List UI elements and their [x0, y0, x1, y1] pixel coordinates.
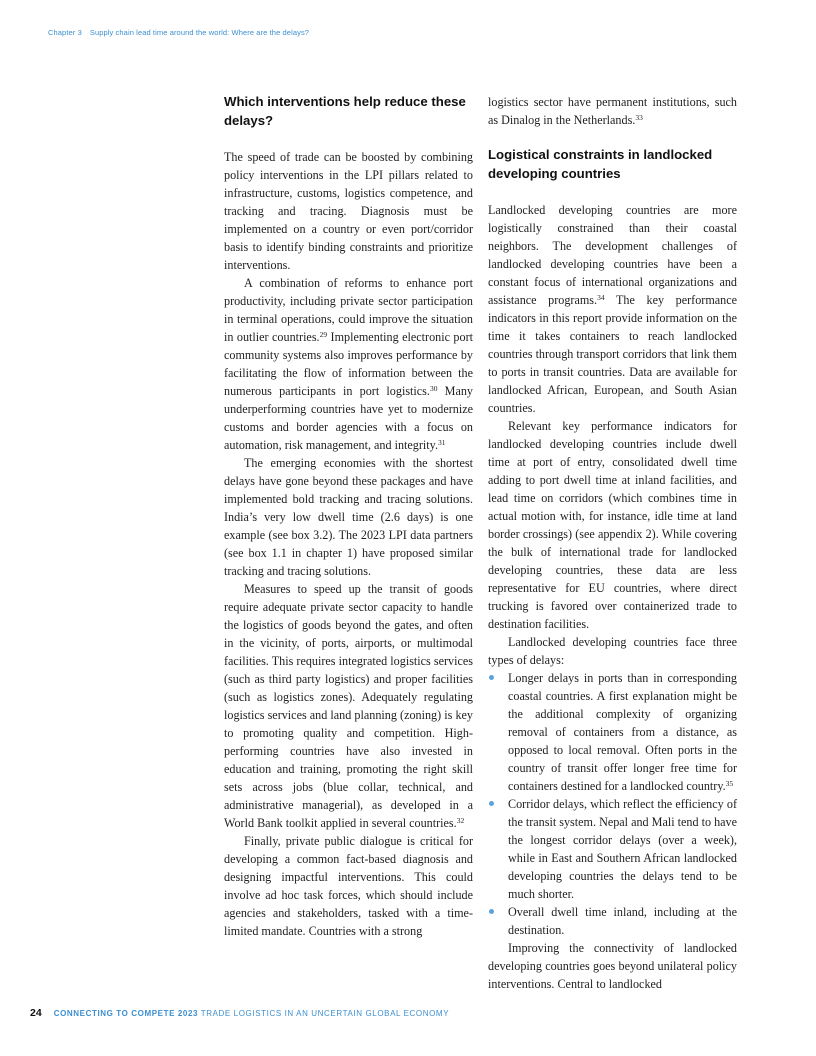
section-heading-interventions: Which interventions help reduce these delays?	[224, 94, 466, 128]
paragraph: Improving the connectivity of landlocked developing countries goes beyond unilateral policy interventions. Central to landlocked	[488, 941, 737, 991]
left-column	[224, 93, 473, 940]
right-column	[488, 93, 737, 993]
footnote-ref[interactable]: 32	[456, 816, 465, 825]
paragraph: Finally, private public dialogue is critical for developing a common fact-based diagnosis and designing impactful interventions. This could involve ad hoc task forces, which should include agencies and stakeholders, tasked with a time-limited mandate. Countries with a strong	[224, 834, 473, 938]
paragraph: The emerging economies with the shortest delays have gone beyond these packages and have implemented bold tracking and tracing solutions. India’s very low dwell time (2.6 days) is one example (see box 3.2). The 2023 LPI data partners (see box 1.1 in chapter 1) have proposed similar tracking and tracing solutions.	[224, 456, 473, 578]
publication-title: CONNECTING TO COMPETE 2023	[53, 1009, 199, 1018]
page-number: 24	[30, 1007, 42, 1019]
paragraph-continuation: logistics sector have permanent institutions, such as Dinalog in the Netherlands.$^{33}$	[488, 95, 737, 127]
running-head	[48, 28, 309, 37]
running-head-title: Supply chain lead time around the world: Where are the delays?	[89, 28, 310, 37]
list-item: Longer delays in ports than in corresponding coastal countries. A first explanation might be the additional complexity of organizing removal of containers from a distance, as opposed to local removal. Often ports in the country of transit offer longer free time for containers destined for a landlocked country.$^{35}$	[488, 669, 737, 795]
footnote-ref[interactable]: 33	[635, 113, 643, 122]
bullet-dot-icon	[489, 801, 494, 806]
footnote-ref[interactable]: 29	[319, 330, 328, 339]
section-heading-landlocked: Logistical constraints in landlocked developing countries	[488, 147, 713, 181]
footnote-ref[interactable]: 35	[725, 779, 734, 788]
paragraph: Relevant key performance indicators for landlocked developing countries include dwell time at port of entry, consolidated dwell time adding to port dwell time at inland facilities, and lead time on corridors (which combines time in actual motion with, for instance, idle time at land border crossings) (see appendix 2). While covering the bulk of international trade for landlocked developing countries, these data are less representative for EU countries, where direct trucking is favored over containerized trade to destination facilities.	[488, 419, 737, 631]
list-item: Overall dwell time inland, including at the destination.	[488, 903, 737, 939]
paragraph: The speed of trade can be boosted by combining policy interventions in the LPI pillars related to infrastructure, customs, logistics competence, and tracking and tracing. Diagnosis must be implemented on a country or even port/corridor basis to identify binding constraints and prioritize interventions.	[224, 150, 473, 272]
running-head-chapter: Chapter 3	[48, 28, 82, 37]
footnote-ref[interactable]: 30	[429, 384, 438, 393]
paragraph: Measures to speed up the transit of goods require adequate private sector capacity to handle the logistics of goods beyond the gates, and often in the vicinity, of ports, airports, or multimodal facilities. This requires integrated logistics services (such as third party logistics) and proper facilities (such as logistics zones). Adequately regulating logistics services and land planning (zoning) is key to promoting quality and competition. High-performing countries have also invested in education and training, promoting the right skill sets across jobs (blue collar, technical, and administrative managerial), as developed in a World Bank toolkit applied in several countries.$^{32}$	[224, 582, 473, 830]
paragraph: Landlocked developing countries face three types of delays:	[488, 635, 737, 667]
page-footer	[30, 1007, 449, 1019]
footnote-ref[interactable]: 34	[597, 293, 605, 302]
publication-subtitle: TRADE LOGISTICS IN AN UNCERTAIN GLOBAL ECONOMY	[200, 1009, 450, 1018]
footnote-ref[interactable]: 31	[437, 438, 446, 447]
paragraph: Landlocked developing countries are more logistically constrained than their coastal neighbors. The development challenges of landlocked developing countries have been a constant focus of international organizations and assistance programs.$^{34}$ The key performance indicators in this report provide information on the time it takes containers to reach landlocked countries through transport corridors that link them to ports in transit countries. Data are available for landlocked African, European, and South Asian countries.	[488, 203, 737, 415]
list-item: Corridor delays, which reflect the efficiency of the transit system. Nepal and Mali tend to have the longest corridor delays (over a week), while in East and Southern African landlocked developing countries the delays tend to be much shorter.	[488, 795, 737, 903]
delay-types-list	[488, 669, 737, 939]
bullet-dot-icon	[489, 909, 494, 914]
paragraph: A combination of reforms to enhance port productivity, including private sector participation in terminal operations, could improve the situation in outlier countries.$^{29}$ Implementing electronic port community systems also improves performance by facilitating the flow of information between the numerous participants in port logistics.$^{30}$ Many underperforming countries have yet to modernize customs and border agencies with a focus on automation, risk management, and integrity.$^{31}$	[224, 276, 474, 452]
bullet-dot-icon	[489, 675, 494, 680]
